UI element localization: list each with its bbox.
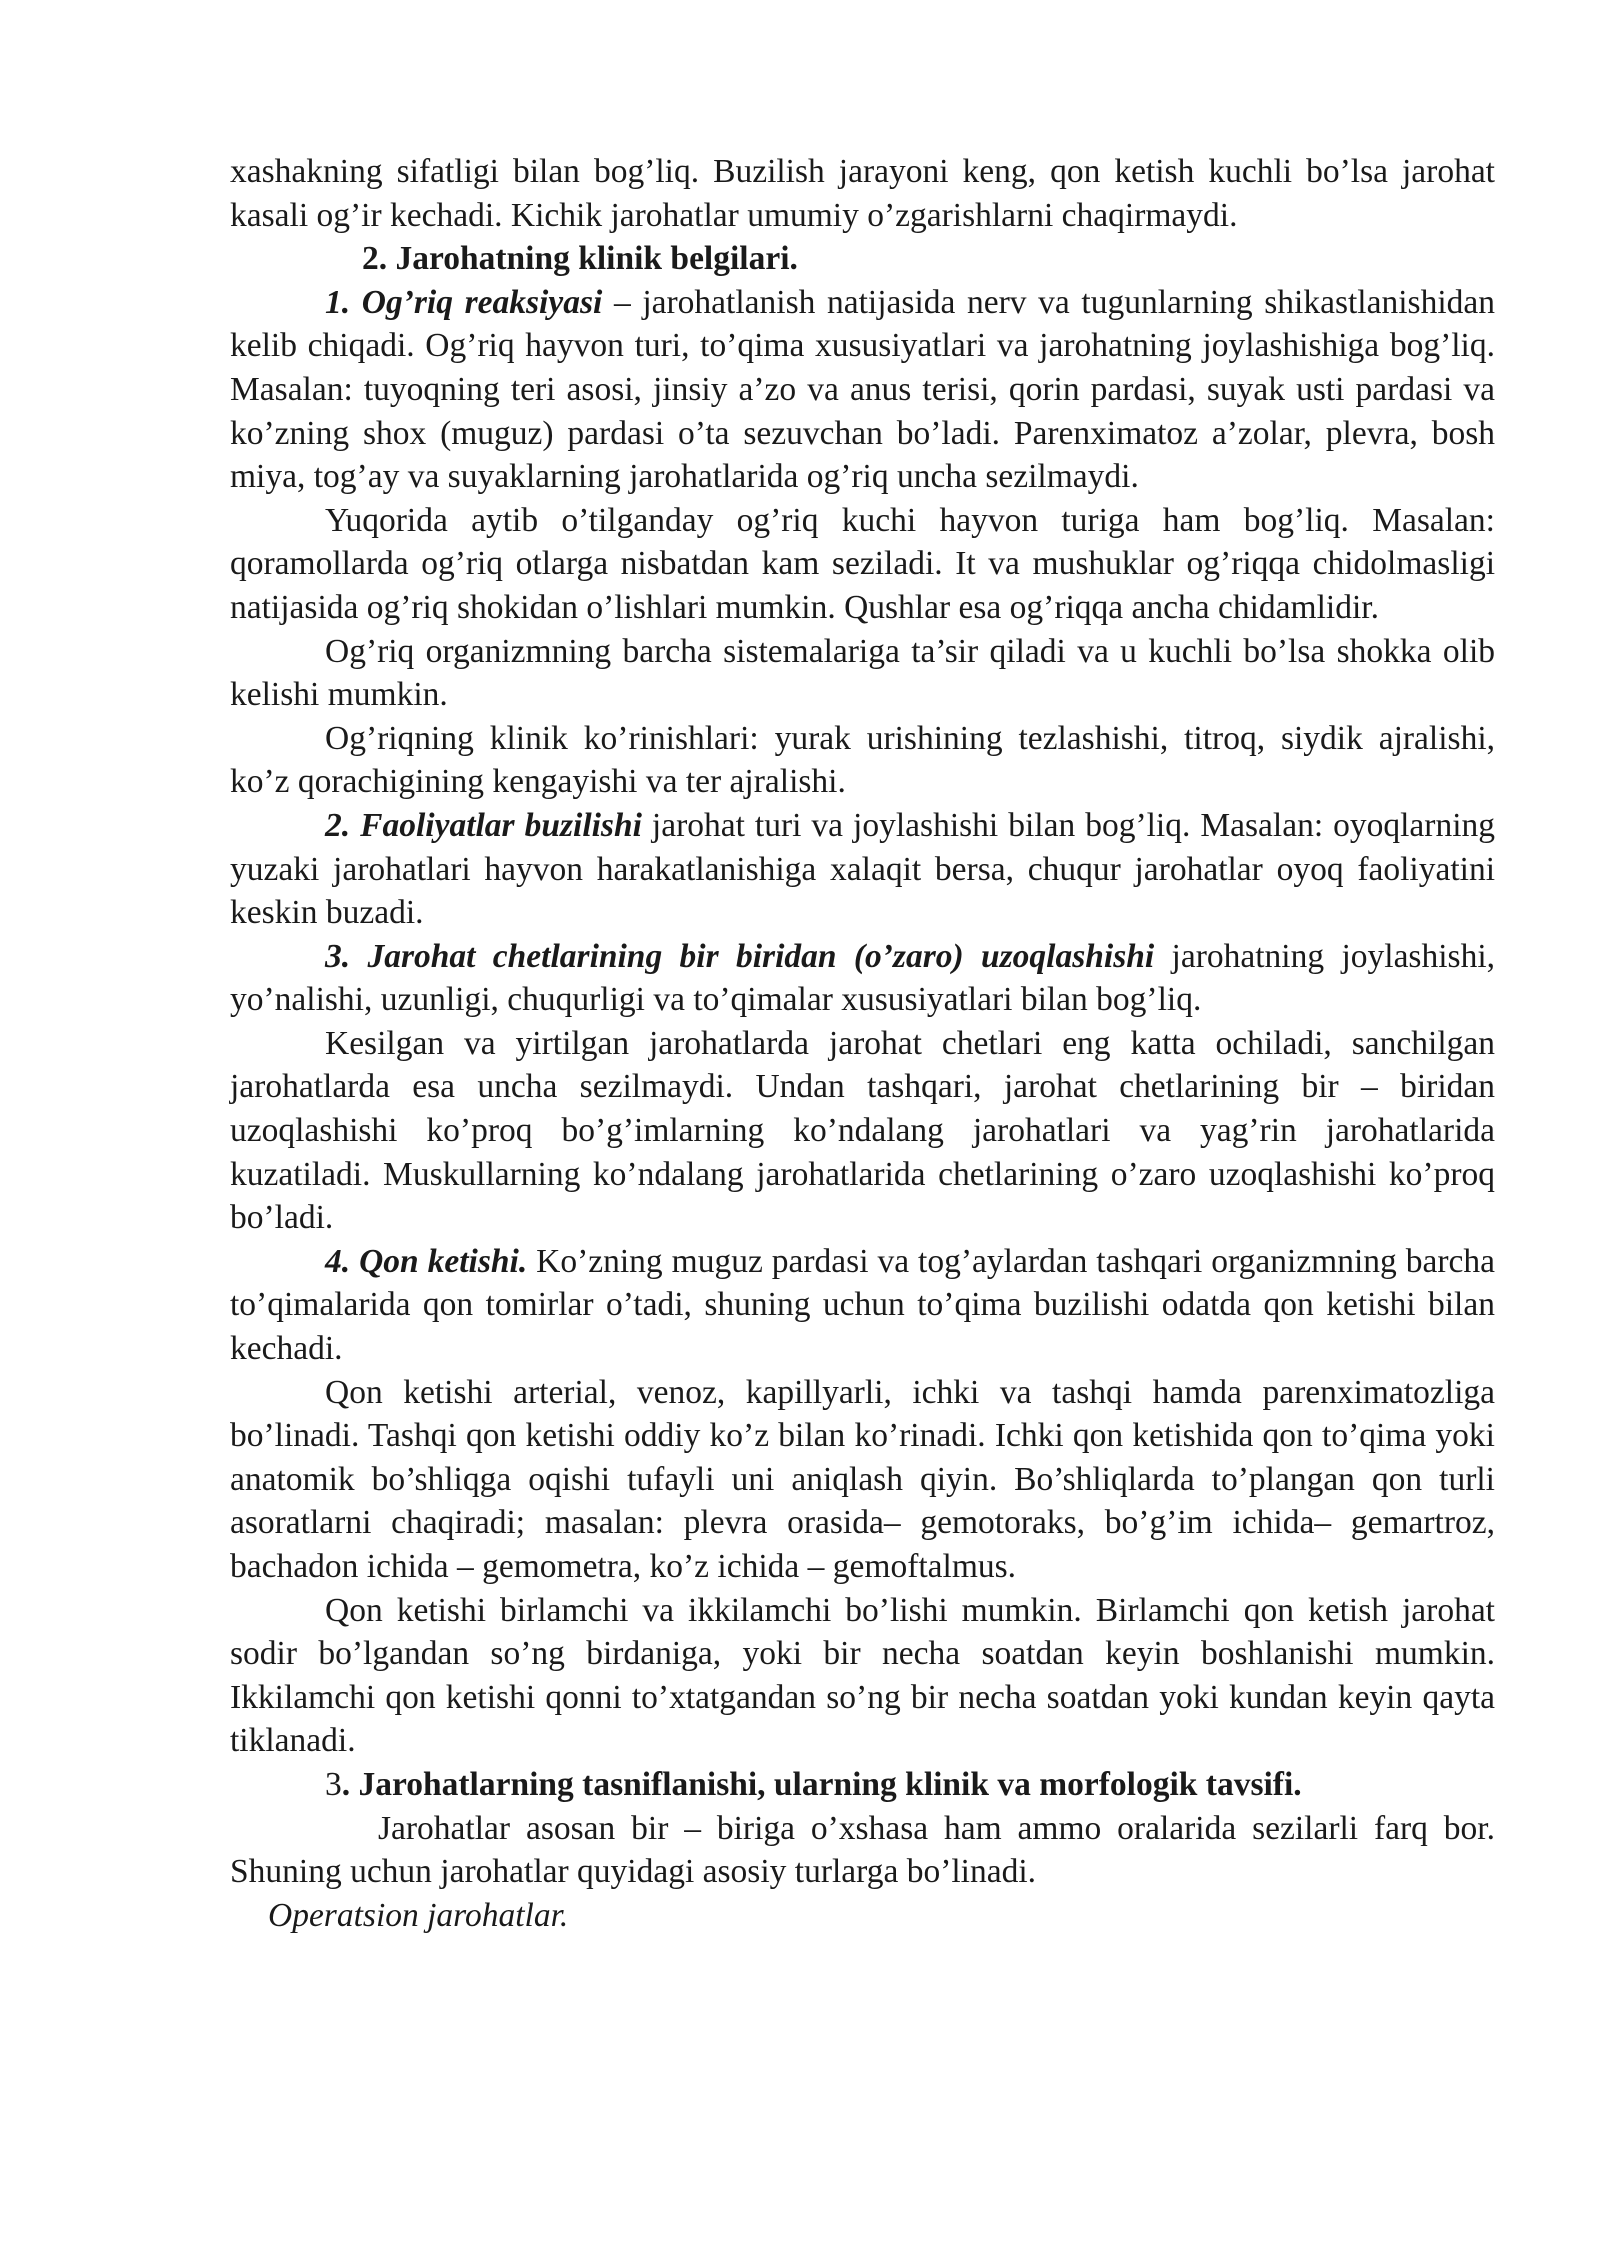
paragraph-wound-types-edges: Kesilgan va yirtilgan jarohatlarda jarohat chetlari eng katta ochiladi, sanchilgan jarohatlarda esa uncha sezilmaydi. Undan tashqari, jarohat chetlarining bir – biridan uzoqlashishi ko’proq bo’g’imlarning ko’ndalang jarohatlari va yag’rin jarohatlarida kuzatiladi. Muskullarning ko’ndalang jarohatlarida chetlarining o’zaro uzoqlashishi ko’proq bo’ladi. (230, 1024, 1495, 1237)
section-heading-clinical-signs: 2. Jarohatning klinik belgilari. (362, 240, 798, 278)
paragraph-pain-systems: Og’riq organizmning barcha sistemalariga ta’sir qiladi va u kuchli bo’lsa shokka olib kelishi mumkin. (230, 632, 1495, 714)
paragraph-function-disorder-text: jarohat turi va joylashishi bilan bog’liq. Masalan: oyoqlarning yuzaki jarohatlari hayvon harakatlanishiga xalaqit bersa, chuqur jarohatlar oyoq faoliyatini keskin buzadi. (230, 806, 1496, 932)
section-heading-number: 3 (325, 1765, 342, 1803)
paragraph-pain-reaction-text: – jarohatlanish natijasida nerv va tugunlarning shikastlanishidan kelib chiqadi. Og’riq hayvon turi, to’qima xususiyatlari va jarohatning joylashishiga bog’liq. Masalan: tuyoqning teri asosi, jinsiy a’zo va anus terisi, qorin pardasi, suyak usti pardasi va ko’zning shox (muguz) pardasi o’ta sezuvchan bo’ladi. Parenximatoz a’zolar, plevra, bosh miya, tog’ay va suyaklarning jarohatlarida og’riq uncha sezilmaydi. (230, 283, 1496, 496)
term-pain-reaction: 1. Og’riq reaksiyasi (325, 283, 603, 321)
paragraph-pain-symptoms: Og’riqning klinik ko’rinishlari: yurak urishining tezlashishi, titroq, siydik ajralishi, ko’z qorachigining kengayishi va ter ajralishi. (230, 719, 1495, 801)
section-heading-classification (230, 1763, 1495, 1807)
term-bleeding: 4. Qon ketishi. (325, 1242, 528, 1280)
paragraph-bleeding-text: Ko’zning muguz pardasi va tog’aylardan tashqari organizmning barcha to’qimalarida qon tomirlar o’tadi, shuning uchun to’qima buzilishi odatda qon ketishi bilan kechadi. (230, 1242, 1495, 1368)
subheading-operational-wounds: Operatsion jarohatlar. (268, 1896, 569, 1934)
paragraph-wound-edges-text: jarohatning joylashishi, yo’nalishi, uzunligi, chuqurligi va to’qimalar xususiyatlari bilan bog’liq. (230, 937, 1495, 1019)
paragraph-pain-species: Yuqorida aytib o’tilganday og’riq kuchi hayvon turiga ham bog’liq. Masalan: qoramollarda og’riq otlarga nisbatdan kam seziladi. It va mushuklar og’riqqa chidolmasligi natijasida og’riq shokidan o’lishlari mumkin. Qushlar esa og’riqqa ancha chidamlidir. (230, 501, 1495, 626)
paragraph-function-disorder (230, 804, 1495, 935)
document-page (230, 150, 1495, 1937)
paragraph-wound-edges (230, 935, 1495, 1022)
paragraph-intro: xashakning sifatligi bilan bog’liq. Buzilish jarayoni keng, qon ketish kuchli bo’lsa jarohat kasali og’ir kechadi. Kichik jarohatlar umumiy o’zgarishlarni chaqirmaydi. (230, 153, 1495, 234)
paragraph-classification-intro: Jarohatlar asosan bir – biriga o’xshasa ham ammo oralarida sezilarli farq bor. Shuning uchun jarohatlar quyidagi asosiy turlarga bo’linadi. (230, 1809, 1495, 1891)
paragraph-bleeding-primary-secondary: Qon ketishi birlamchi va ikkilamchi bo’lishi mumkin. Birlamchi qon ketish jarohat sodir bo’lgandan so’ng birdaniga, yoki bir necha soatdan keyin boshlanishi mumkin. Ikkilamchi qon ketishi qonni to’xtatgandan so’ng bir necha soatdan yoki kundan keyin qayta tiklanadi. (230, 1591, 1495, 1760)
term-wound-edges: 3. Jarohat chetlarining bir biridan (o’zaro) uzoqlashishi (325, 937, 1155, 975)
paragraph-bleeding-types: Qon ketishi arterial, venoz, kapillyarli, ichki va tashqi hamda parenximatozliga bo’linadi. Tashqi qon ketishi oddiy ko’z bilan ko’rinadi. Ichki qon ketishida qon to’qima yoki anatomik bo’shliqga oqishi tufayli uni aniqlash qiyin. Bo’shliqlarda to’plangan qon turli asoratlarni chaqiradi; masalan: plevra orasida– gemotoraks, bo’g’im ichida– gemartroz, bachadon ichida – gemometra, ko’z ichida – gemoftalmus. (230, 1373, 1495, 1585)
section-heading-classification-text: . Jarohatlarning tasniflanishi, ularning klinik va morfologik tavsifi. (341, 1765, 1302, 1803)
paragraph-bleeding (230, 1240, 1495, 1371)
paragraph-pain-reaction (230, 281, 1495, 499)
term-function-disorder: 2. Faoliyatlar buzilishi (325, 806, 642, 844)
